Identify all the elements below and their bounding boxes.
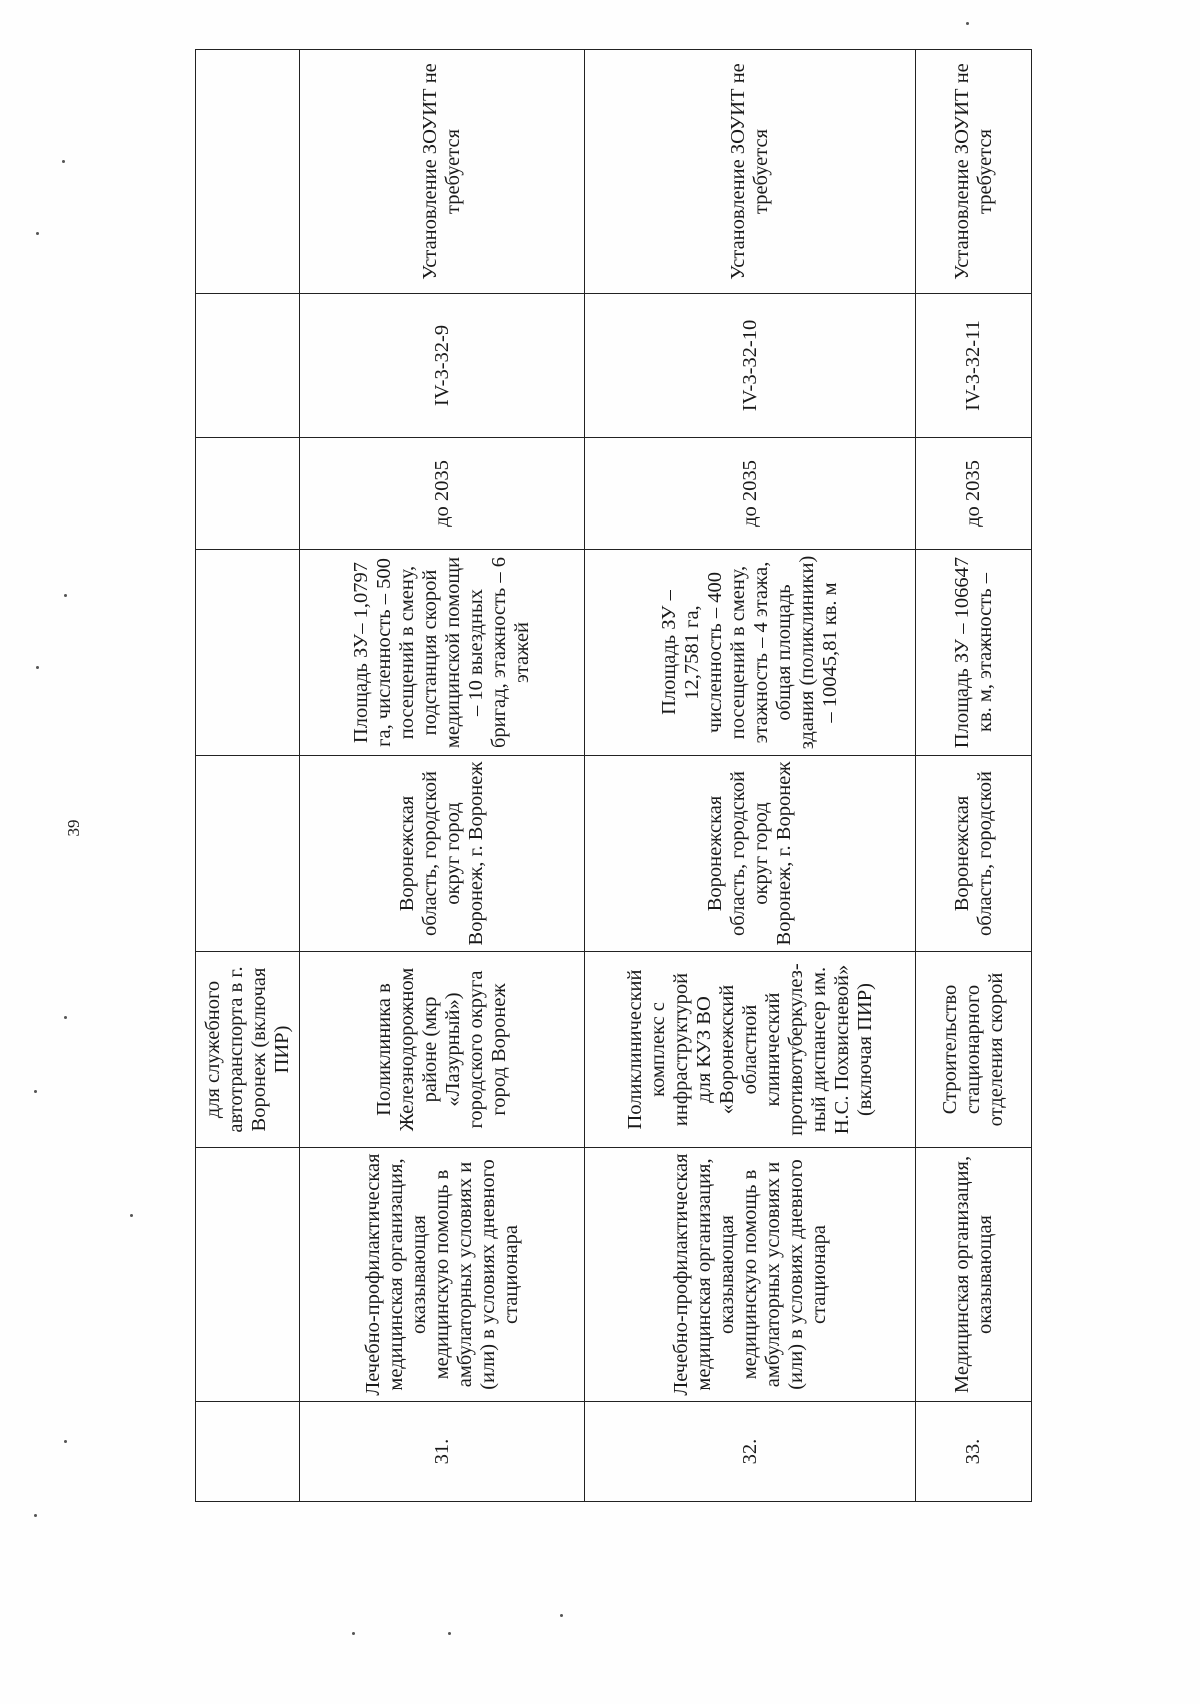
scan-speck xyxy=(130,1214,133,1217)
location: Воронежская область, городской округ город Воронеж, г. Воронеж xyxy=(585,756,916,952)
location xyxy=(196,756,300,952)
facility-name: Строительство стационарного отделения скорой xyxy=(916,952,1032,1148)
table-row xyxy=(300,50,585,1502)
table-row xyxy=(585,50,916,1502)
scan-speck xyxy=(64,1440,67,1443)
object-code: IV-3-32-9 xyxy=(300,294,585,438)
zone-status: Установление ЗОУИТ не требуется xyxy=(916,50,1032,294)
facility-name: для служебного автотранспорта в г. Воронеж (включая ПИР) xyxy=(196,952,300,1148)
facility-name: Поликлиника в Железнодорожном районе (мкр «Лазурный») городского округа город Воронеж xyxy=(300,952,585,1148)
characteristics xyxy=(196,550,300,756)
organization-type: Медицинская организация, оказывающая xyxy=(916,1148,1032,1402)
scan-speck xyxy=(36,666,39,669)
scan-speck xyxy=(448,1632,451,1635)
scan-speck xyxy=(34,1514,37,1517)
location: Воронежская область, городской xyxy=(916,756,1032,952)
scan-speck xyxy=(966,22,969,25)
scan-speck xyxy=(64,1016,67,1019)
facilities-table xyxy=(195,49,1032,1502)
characteristics: Площадь ЗУ – 12,7581 га, численность – 400 посещений в смену, этажность – 4 этажа, общая площадь здания (поликлиники) – 10045,81 кв. м xyxy=(585,550,916,756)
table-row xyxy=(916,50,1032,1502)
implementation-term: до 2035 xyxy=(585,438,916,550)
row-number: 32. xyxy=(585,1402,916,1502)
organization-type: Лечебно-профилактическая медицинская организация, оказывающая медицинскую помощь в амбулаторных условиях и (или) в условиях дневного стационара xyxy=(585,1148,916,1402)
characteristics: Площадь ЗУ– 1,0797 га, численность – 500 посещений в смену, подстанция скорой медицинской помощи – 10 выездных бригад, этажность – 6 этажей xyxy=(300,550,585,756)
object-code: IV-3-32-11 xyxy=(916,294,1032,438)
organization-type xyxy=(196,1148,300,1402)
zone-status: Установление ЗОУИТ не требуется xyxy=(585,50,916,294)
rotated-table-wrapper xyxy=(195,50,1031,1502)
scan-speck xyxy=(560,1614,563,1617)
scan-speck xyxy=(34,1090,37,1093)
object-code xyxy=(196,294,300,438)
scan-speck xyxy=(62,160,65,163)
scan-speck xyxy=(352,1632,355,1635)
scan-speck xyxy=(36,232,39,235)
row-number xyxy=(196,1402,300,1502)
row-number: 33. xyxy=(916,1402,1032,1502)
implementation-term: до 2035 xyxy=(916,438,1032,550)
zone-status: Установление ЗОУИТ не требуется xyxy=(300,50,585,294)
characteristics: Площадь ЗУ – 106647 кв. м, этажность – xyxy=(916,550,1032,756)
table-row xyxy=(196,50,300,1502)
implementation-term: до 2035 xyxy=(300,438,585,550)
organization-type: Лечебно-профилактическая медицинская организация, оказывающая медицинскую помощь в амбулаторных условиях и (или) в условиях дневного стационара xyxy=(300,1148,585,1402)
object-code: IV-3-32-10 xyxy=(585,294,916,438)
location: Воронежская область, городской округ город Воронеж, г. Воронеж xyxy=(300,756,585,952)
facility-name: Поликлинический комплекс с инфраструктурой для КУЗ ВО «Воронежский областной клинический противотуберкулез-ный диспансер им. Н.С. Похвисневой» (включая ПИР) xyxy=(585,952,916,1148)
row-number: 31. xyxy=(300,1402,585,1502)
implementation-term xyxy=(196,438,300,550)
zone-status xyxy=(196,50,300,294)
scan-speck xyxy=(64,594,67,597)
page-number: 39 xyxy=(64,819,83,837)
